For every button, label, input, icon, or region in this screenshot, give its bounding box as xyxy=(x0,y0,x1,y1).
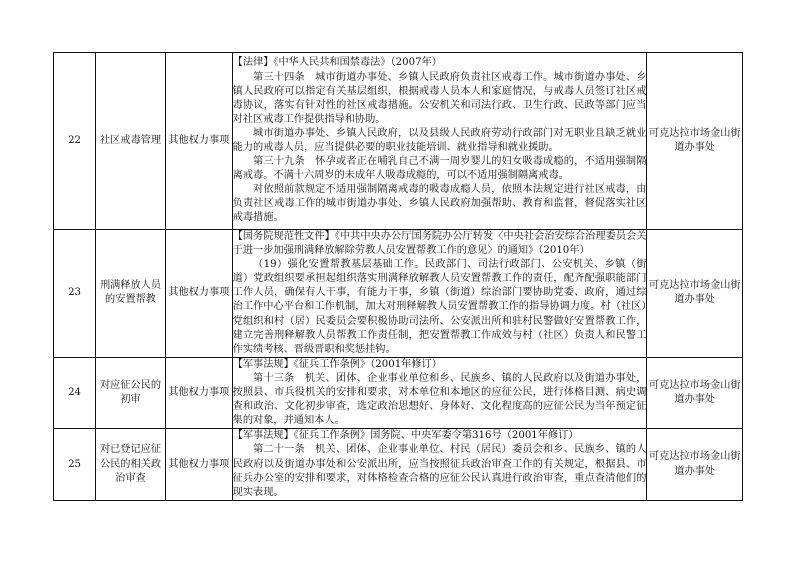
item-name: 对应征公民的初审 xyxy=(96,357,166,428)
responsible-department: 可克达拉市场金山街道办事处 xyxy=(647,53,743,230)
responsible-department: 可克达拉市场金山街道办事处 xyxy=(647,230,743,358)
basis-heading: 【法律】《中华人民共和国禁毒法》（2007年） xyxy=(232,57,442,69)
legal-basis xyxy=(232,357,647,428)
item-type: 其他权力事项 xyxy=(165,230,232,358)
legal-basis xyxy=(232,230,647,358)
table-row xyxy=(54,357,743,428)
basis-paragraph: 城市街道办事处、乡镇人民政府，以及县级人民政府劳动行政部门对无职业且缺乏就业能力的戒毒人员，应当提供必要的职业技能培训、就业指导和就业援助。 xyxy=(232,127,647,153)
basis-heading: 【国务院规范性文件】《中共中央办公厅国务院办公厅转发〈中央社会治安综合治理委员会关于进一步加强刑满释放解除劳教人员安置帮教工作的意见〉的通知》（2010年） xyxy=(232,231,647,257)
item-type: 其他权力事项 xyxy=(165,429,232,500)
item-name: 社区戒毒管理 xyxy=(96,53,166,230)
basis-heading: 【军事法规】《征兵工作条例》（2001年修订） xyxy=(232,358,442,370)
legal-basis xyxy=(232,429,647,500)
row-number: 22 xyxy=(54,53,96,230)
basis-paragraph: 对依照前款规定不适用强制隔离戒毒的吸毒成瘾人员，依照本法规定进行社区戒毒，由负责社区戒毒工作的城市街道办事处、乡镇人民政府加强帮助、教育和监督，督促落实社区戒毒措施。 xyxy=(232,184,647,224)
row-number: 23 xyxy=(54,230,96,358)
row-number: 25 xyxy=(54,429,96,500)
row-number: 24 xyxy=(54,357,96,428)
basis-paragraph: 第三十九条 怀孕或者正在哺乳自己不满一周岁婴儿的妇女吸毒成瘾的，不适用强制隔离戒毒。不满十六周岁的未成年人吸毒成瘾的，可以不适用强制隔离戒毒。 xyxy=(232,156,647,182)
item-name: 对已登记应征公民的相关政治审查 xyxy=(96,429,166,500)
item-name: 刑满释放人员的安置帮教 xyxy=(96,230,166,358)
table-row xyxy=(54,53,743,230)
basis-paragraph: 第二十一条 机关、团体、企业事业单位、村民（居民）委员会和乡、民族乡、镇的人民政府以及街道办事处和公安派出所，应当按照征兵政治审查工作的有关规定，根据县、市征兵办公室的安排和要求，对体格检查合格的应征公民认真进行政治审查，重点查清他们的现实表现。 xyxy=(232,444,647,498)
legal-basis xyxy=(232,53,647,230)
table-row xyxy=(54,429,743,500)
responsible-department: 可克达拉市场金山街道办事处 xyxy=(647,357,743,428)
item-type: 其他权力事项 xyxy=(165,53,232,230)
basis-paragraph: 第三十四条 城市街道办事处、乡镇人民政府负责社区戒毒工作。城市街道办事处、乡镇人民政府可以指定有关基层组织，根据戒毒人员本人和家庭情况，与戒毒人员签订社区戒毒协议，落实有针对性的社区戒毒措施。公安机关和司法行政、卫生行政、民政等部门应当对社区戒毒工作提供指导和协助。 xyxy=(232,71,647,125)
table-row xyxy=(54,230,743,358)
basis-heading: 【军事法规】《征兵工作条例》国务院、中央军委令第316号（2001年修订） xyxy=(232,430,579,442)
basis-paragraph: 第十三条 机关、团体、企业事业单位和乡、民族乡、镇的人民政府以及街道办事处，按照县、市兵役机关的安排和要求，对本单位和本地区的应征公民，进行体格目测、病史调查和政治、文化初步审查，选定政治思想好、身体好、文化程度高的应征公民为当年预定征集的对象，并通知本人。 xyxy=(232,372,647,427)
power-items-table xyxy=(53,52,743,501)
item-type: 其他权力事项 xyxy=(165,357,232,428)
basis-paragraph: （19）强化安置帮教基层基础工作。民政部门、司法行政部门、公安机关、乡镇（街道）党政组织要承担起组织落实刑满释放解教人员安置帮教工作的责任，配齐配强职能部门工作人员，确保有人干事，有能力干事，乡镇（街道）综治部门要协助党委、政府，通过综治工作中心平台和工作机制，加大对刑释解教人员安置帮教工作的指导协调力度。村（社区）党组织和村（居）民委员会要积极协助司法所、公安派出所和驻村民警做好安置帮教工作，建立完善刑释解教人员帮教工作责任制，把安置帮教工作成效与村（社区）负责人和民警工作实绩考核、晋级晋职和奖惩挂钩。 xyxy=(232,259,647,355)
responsible-department: 可克达拉市场金山街道办事处 xyxy=(647,429,743,500)
